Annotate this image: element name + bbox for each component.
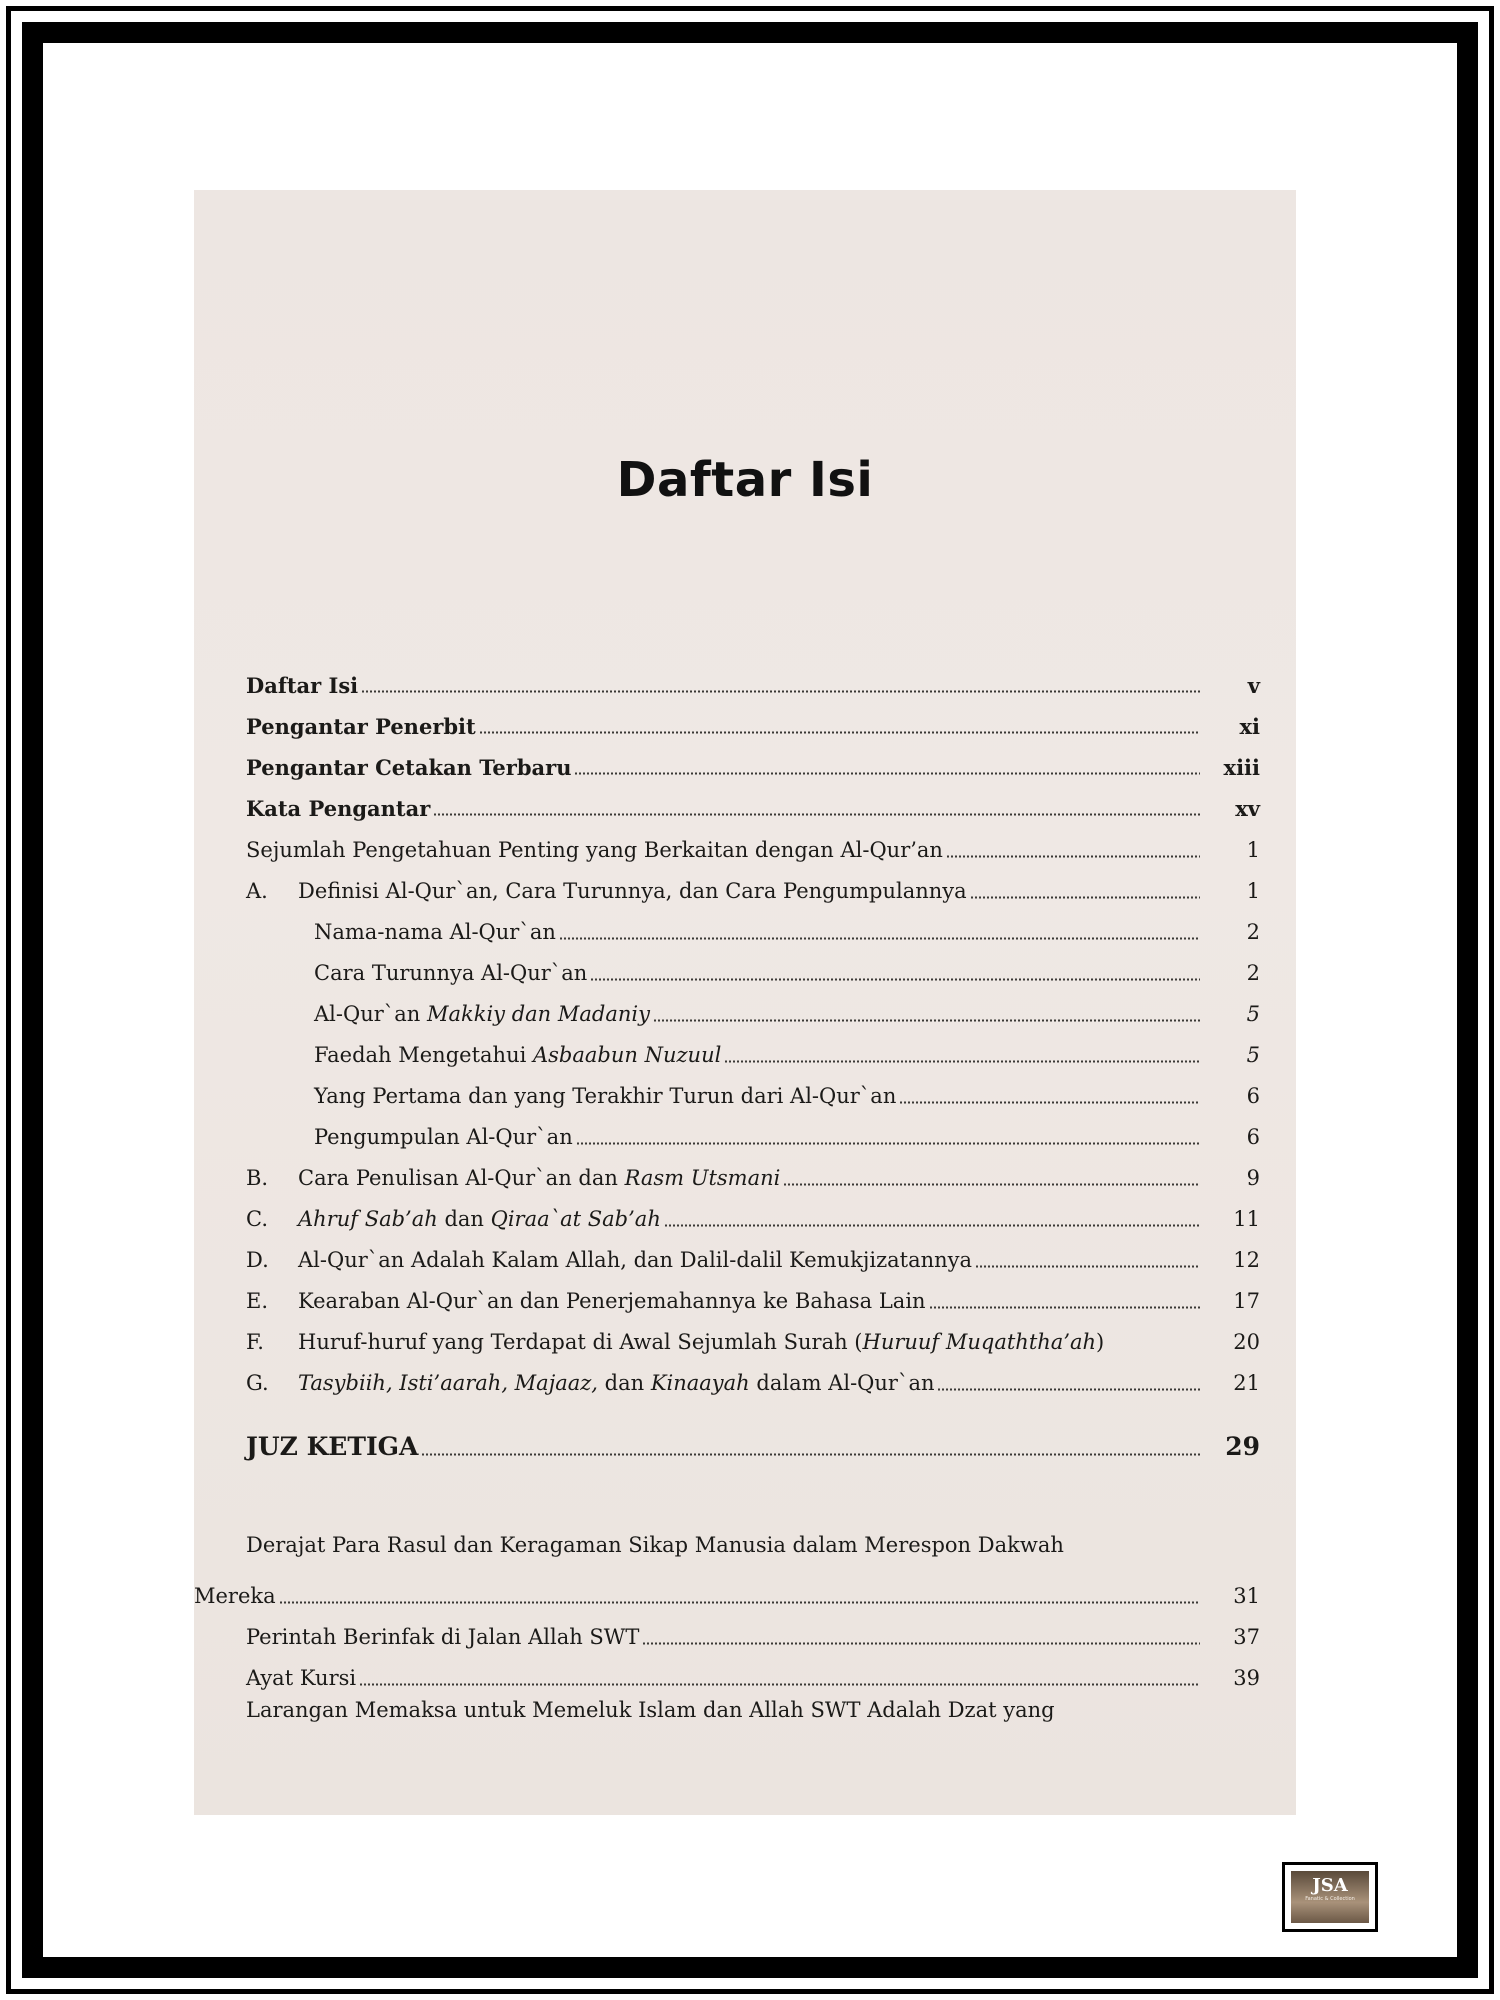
toc-entry-title xyxy=(246,716,476,737)
toc-entry-text: Perintah Berinfak di Jalan Allah SWT xyxy=(246,1625,640,1649)
logo-text: JSA xyxy=(1312,1875,1348,1896)
toc-entry-title xyxy=(314,922,556,943)
toc-entry-text: Definisi Al-Qur`an, Cara Turunnya, dan Cara Pengumpulannya xyxy=(298,879,967,903)
toc-leader-dots xyxy=(574,772,1200,775)
toc-entry-text: dalam Al-Qur`an xyxy=(749,1371,935,1395)
toc-entry-text: Ayat Kursi xyxy=(246,1666,357,1690)
toc-entry-text: dan xyxy=(437,1207,491,1231)
toc-leader-dots xyxy=(421,1453,1200,1456)
toc-entry-text: Huruf-huruf yang Terdapat di Awal Sejumlah Surah ( xyxy=(298,1330,863,1354)
toc-entry-letter: F. xyxy=(246,1330,264,1354)
toc-entry xyxy=(314,1032,1260,1066)
toc-entry-text: Nama-nama Al-Qur`an xyxy=(314,920,556,944)
toc-leader-dots xyxy=(899,1101,1200,1104)
toc-entry-text: Pengumpulan Al-Qur`an xyxy=(314,1125,573,1149)
toc-page-number: 2 xyxy=(1246,920,1260,944)
toc-page-number: 29 xyxy=(1225,1432,1260,1461)
toc-page-number: xi xyxy=(1239,714,1260,739)
toc-entry-title xyxy=(246,1209,661,1230)
toc-entry-title xyxy=(246,1250,972,1271)
toc-entry-text: Sejumlah Pengetahuan Penting yang Berkaitan dengan Al-Qur’an xyxy=(246,838,943,862)
toc-page-number: 2 xyxy=(1246,961,1260,985)
toc-entry-title xyxy=(314,963,587,984)
toc-leader-dots xyxy=(664,1224,1200,1227)
logo-badge xyxy=(1291,1871,1369,1923)
toc-entry-text: Cara Turunnya Al-Qur`an xyxy=(314,961,588,985)
toc-leader-dots xyxy=(1107,1347,1200,1350)
toc-entry xyxy=(246,827,1260,861)
toc-entry-text: Mereka xyxy=(194,1584,276,1608)
toc-page-number: 5 xyxy=(1246,1002,1260,1026)
toc-page-number: 20 xyxy=(1233,1330,1260,1354)
toc-entry xyxy=(246,1319,1260,1353)
toc-page-number: 21 xyxy=(1233,1371,1260,1395)
toc-page-number: 11 xyxy=(1233,1207,1260,1231)
toc-entry xyxy=(246,1425,1260,1459)
toc-entry-text: Faedah Mengetahui xyxy=(314,1043,533,1067)
toc-page-number: 6 xyxy=(1246,1084,1260,1108)
toc-leader-dots xyxy=(946,855,1200,858)
toc-leader-dots xyxy=(359,1683,1200,1686)
toc-entry-letter: G. xyxy=(246,1371,269,1395)
toc-entry-text: Daftar Isi xyxy=(246,673,359,698)
toc-entry-title xyxy=(246,757,571,778)
logo-subtext: Fanatic & Collection xyxy=(1305,1896,1355,1902)
toc-entry xyxy=(246,744,1260,778)
toc-entry-title xyxy=(246,675,358,696)
toc-entry-title xyxy=(246,798,430,819)
toc-entry-text: Yang Pertama dan yang Terakhir Turun dari Al-Qur`an xyxy=(314,1084,897,1108)
toc-page-number: 37 xyxy=(1233,1625,1260,1649)
toc-entry-text: Kata Pengantar xyxy=(246,796,431,821)
toc-entry-title xyxy=(246,1332,1104,1353)
toc-entry xyxy=(194,1573,1260,1607)
toc-page-number: v xyxy=(1247,673,1260,698)
toc-leader-dots xyxy=(576,1142,1200,1145)
toc-entry xyxy=(246,662,1260,696)
toc-page-number: 1 xyxy=(1246,879,1260,903)
toc-entry-title xyxy=(246,1668,356,1689)
toc-entry-text: Al-Qur`an xyxy=(314,1002,427,1026)
toc-entry xyxy=(246,1237,1260,1271)
toc-leader-dots xyxy=(724,1060,1200,1063)
toc-entry-title xyxy=(314,1127,573,1148)
toc-entry-title xyxy=(314,1086,896,1107)
toc-entry-text: Pengantar Penerbit xyxy=(246,714,476,739)
toc-entry-text: Rasm Utsmani xyxy=(624,1166,781,1190)
table-of-contents xyxy=(194,190,1296,1815)
toc-page-number: xv xyxy=(1235,796,1260,821)
toc-page-number: 31 xyxy=(1233,1584,1260,1608)
toc-entry-letter: C. xyxy=(246,1207,268,1231)
toc-page-number: 12 xyxy=(1233,1248,1260,1272)
toc-entry-text: Pengantar Cetakan Terbaru xyxy=(246,755,572,780)
toc-entry-title xyxy=(246,1434,418,1459)
page-title: Daftar Isi xyxy=(616,452,874,508)
toc-page-number: 9 xyxy=(1246,1166,1260,1190)
toc-leader-dots xyxy=(361,690,1200,693)
toc-page-number: 6 xyxy=(1246,1125,1260,1149)
toc-entry xyxy=(314,1114,1260,1148)
toc-leader-dots xyxy=(479,731,1200,734)
scanned-page xyxy=(194,190,1296,1815)
toc-leader-dots xyxy=(642,1642,1200,1645)
toc-leader-dots xyxy=(937,1388,1200,1391)
toc-entry-letter: E. xyxy=(246,1289,269,1313)
toc-leader-dots xyxy=(783,1183,1200,1186)
toc-continuation-line: Derajat Para Rasul dan Keragaman Sikap Manusia dalam Merespon Dakwah xyxy=(246,1533,1064,1557)
toc-page-number: 39 xyxy=(1233,1666,1260,1690)
toc-entry-title xyxy=(246,881,967,902)
toc-leader-dots xyxy=(970,896,1200,899)
toc-entry xyxy=(314,950,1260,984)
toc-page-number: 5 xyxy=(1246,1043,1260,1067)
toc-entry xyxy=(246,1155,1260,1189)
toc-leader-dots xyxy=(559,937,1200,940)
toc-entry-title xyxy=(246,1373,934,1394)
toc-entry-text: Kearaban Al-Qur`an dan Penerjemahannya ke Bahasa Lain xyxy=(298,1289,926,1313)
toc-entry-text: Makkiy dan Madaniy xyxy=(426,1002,650,1026)
toc-continuation-line: Larangan Memaksa untuk Memeluk Islam dan Allah SWT Adalah Dzat yang xyxy=(246,1698,1055,1722)
toc-entry-title xyxy=(246,1168,780,1189)
toc-entry xyxy=(246,1196,1260,1230)
toc-entry-text: Qiraa`at Sab’ah xyxy=(490,1207,661,1231)
toc-entry-text: Huruuf Muqaththa’ah xyxy=(862,1330,1097,1354)
toc-entry xyxy=(314,991,1260,1025)
toc-entry-title xyxy=(246,1627,639,1648)
toc-entry xyxy=(314,909,1260,943)
toc-page-number: 17 xyxy=(1233,1289,1260,1313)
toc-entry-letter: D. xyxy=(246,1248,269,1272)
toc-entry-text: Asbaabun Nuzuul xyxy=(532,1043,722,1067)
toc-entry-text: Cara Penulisan Al-Qur`an dan xyxy=(298,1166,625,1190)
toc-entry-text: Ahruf Sab’ah xyxy=(298,1207,438,1231)
toc-entry xyxy=(246,703,1260,737)
toc-entry-text: Al-Qur`an Adalah Kalam Allah, dan Dalil-dalil Kemukjizatannya xyxy=(298,1248,973,1272)
toc-entry-text: Tasybiih, Isti’aarah, Majaaz, xyxy=(298,1371,598,1395)
toc-entry xyxy=(314,1073,1260,1107)
toc-page-number: xiii xyxy=(1223,755,1260,780)
toc-entry xyxy=(246,785,1260,819)
toc-leader-dots xyxy=(279,1601,1200,1604)
toc-entry-title xyxy=(194,1586,276,1607)
toc-leader-dots xyxy=(590,978,1200,981)
jsa-logo xyxy=(1282,1862,1378,1932)
toc-entry-letter: A. xyxy=(246,879,268,903)
toc-page-number: 1 xyxy=(1246,838,1260,862)
toc-entry-title xyxy=(246,840,943,861)
toc-entry xyxy=(246,1655,1260,1689)
toc-entry xyxy=(246,1278,1260,1312)
toc-entry-title xyxy=(314,1045,721,1066)
toc-entry xyxy=(246,868,1260,902)
toc-leader-dots xyxy=(975,1265,1200,1268)
toc-entry-text: JUZ KETIGA xyxy=(246,1432,419,1461)
toc-entry-letter: B. xyxy=(246,1166,269,1190)
toc-entry xyxy=(246,1360,1260,1394)
toc-entry-text: ) xyxy=(1096,1330,1105,1354)
toc-leader-dots xyxy=(433,813,1200,816)
toc-entry-text: Kinaayah xyxy=(650,1371,750,1395)
toc-entry xyxy=(246,1614,1260,1648)
toc-leader-dots xyxy=(929,1306,1200,1309)
toc-entry-text: dan xyxy=(597,1371,651,1395)
toc-leader-dots xyxy=(653,1019,1200,1022)
toc-entry-title xyxy=(246,1291,926,1312)
toc-entry-title xyxy=(314,1004,650,1025)
